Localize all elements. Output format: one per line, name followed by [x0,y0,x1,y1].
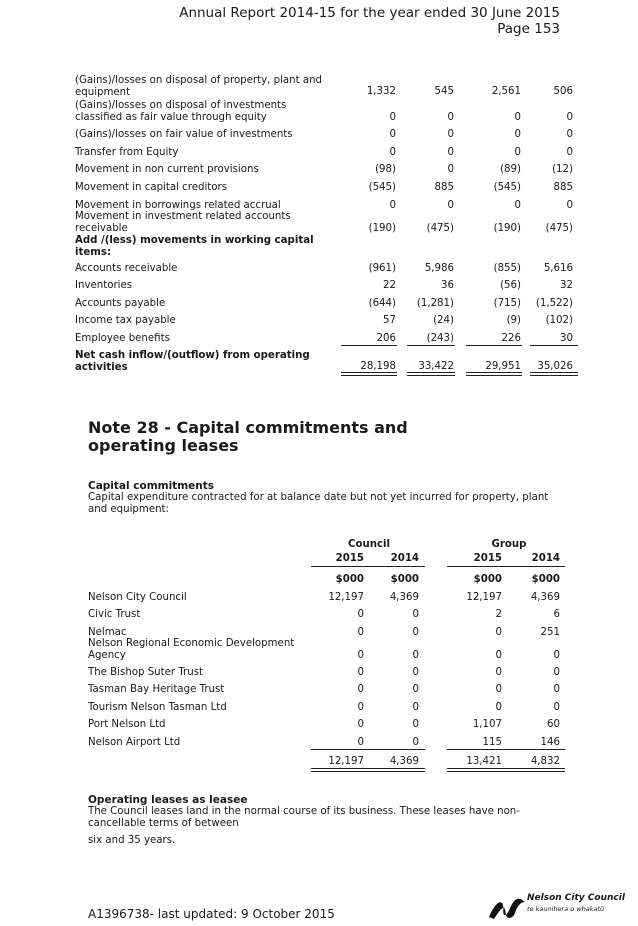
operating-leases-text-cont: six and 35 years. [88,835,176,846]
row-label: (Gains)/losses on disposal of property, plant and equipment [75,75,322,98]
cell-council-2015: 1,332 [366,86,396,97]
cell-group-2015: (56) [500,280,521,291]
cell-group-2015: 0 [495,627,502,638]
cell-council-2014: 0 [447,112,454,123]
cell-council-2014: 0 [412,627,419,638]
total-council-2015: 28,198 [360,361,396,372]
cell-group-2014: 0 [553,702,560,713]
cell-council-2015: 12,197 [328,592,364,603]
capital-commitments-text: Capital expenditure contracted for at balance date but not yet incurred for property, plant and equipment: [88,492,549,515]
table-row [0,719,638,739]
cell-council-2015: (545) [368,182,396,193]
cell-group-2014: 0 [566,129,573,140]
total-double-rule [311,768,425,772]
total-group-2014: 35,026 [537,361,573,372]
cell-group-2015: 0 [495,667,502,678]
report-title: Annual Report 2014-15 for the year ended 30 June 2015 [179,5,560,21]
cell-council-2014: 5,986 [424,263,454,274]
row-label: Tasman Bay Heritage Trust [88,684,225,695]
cell-council-2014: 36 [441,280,454,291]
cell-council-2015: (961) [368,263,396,274]
unit-header: $000 [531,574,560,585]
cell-group-2015: (190) [493,223,521,234]
row-label: Movement in non current provisions [75,164,259,175]
row-label: Nelmac [88,627,127,638]
unit-header-row [0,574,638,594]
cell-council-2015: (644) [368,298,396,309]
unit-header: $000 [335,574,364,585]
cell-group-2014: (475) [545,223,573,234]
subtotal-rule [447,749,565,750]
cell-group-2014: 146 [540,737,560,748]
year-header: 2014 [531,553,560,564]
row-label: Tourism Nelson Tasman Ltd [88,702,227,713]
cell-council-2014: 545 [434,86,454,97]
cell-council-2014: (1,281) [416,298,454,309]
page-number: Page 153 [497,21,560,37]
total-group-2014: 4,832 [530,756,560,767]
row-label: Nelson City Council [88,592,187,603]
group-header-council: Council [347,539,390,550]
group-header-group: Group [491,539,527,550]
capital-commitments-heading: Capital commitments [88,480,215,492]
cell-council-2014: 0 [447,129,454,140]
cell-council-2015: 0 [357,609,364,620]
cell-group-2014: 506 [553,86,573,97]
total-row [0,756,638,776]
cell-group-2015: (89) [500,164,521,175]
cell-group-2015: 0 [514,112,521,123]
cell-council-2014: 885 [434,182,454,193]
unit-header: $000 [473,574,502,585]
cell-council-2014: 0 [412,650,419,661]
document-reference: A1396738- last updated: 9 October 2015 [88,907,335,921]
cell-council-2015: 0 [357,667,364,678]
row-label: Income tax payable [75,315,176,326]
year-header-row [0,553,638,573]
cell-group-2015: (9) [506,315,521,326]
unit-header: $000 [390,574,419,585]
cell-council-2014: 0 [412,702,419,713]
cell-group-2015: (855) [493,263,521,274]
row-label: (Gains)/losses on disposal of investments classified as fair value through equity [75,100,287,123]
table-row [0,638,638,664]
cell-group-2014: 251 [540,627,560,638]
table-row [0,737,638,757]
year-header: 2014 [390,553,419,564]
cell-group-2015: 0 [514,129,521,140]
row-label: Movement in borrowings related accrual [75,200,281,211]
total-council-2015: 12,197 [328,756,364,767]
logo-name: Nelson City Council [527,893,625,903]
cell-group-2015: 1,107 [472,719,502,730]
cell-council-2015: (190) [368,223,396,234]
operating-leases-heading: Operating leases as leasee [88,794,248,806]
subtotal-rule [311,749,425,750]
cell-group-2014: 5,616 [543,263,573,274]
total-group-2015: 13,421 [466,756,502,767]
cell-group-2014: 60 [547,719,560,730]
cell-group-2015: 226 [501,333,521,344]
cell-council-2014: 4,369 [389,592,419,603]
cell-group-2015: 0 [514,147,521,158]
row-label: Nelson Regional Economic Development Agency [88,638,295,661]
cell-council-2015: 22 [383,280,396,291]
row-label: Nelson Airport Ltd [88,737,181,748]
cell-council-2015: 0 [389,147,396,158]
table-row [0,609,638,629]
total-group-2015: 29,951 [485,361,521,372]
cell-group-2014: 0 [566,112,573,123]
cell-council-2015: 0 [389,200,396,211]
cell-group-2014: 0 [553,650,560,661]
cell-group-2015: 0 [514,200,521,211]
cell-council-2015: 206 [376,333,396,344]
cell-group-2015: 12,197 [466,592,502,603]
cell-council-2014: 0 [412,684,419,695]
cell-council-2014: 0 [412,609,419,620]
cell-group-2014: 885 [553,182,573,193]
cell-group-2014: 4,369 [530,592,560,603]
cell-group-2015: 0 [495,702,502,713]
cell-council-2014: 0 [447,200,454,211]
cell-group-2015: 0 [495,684,502,695]
cell-group-2014: 0 [553,684,560,695]
cell-council-2015: 0 [357,737,364,748]
cell-group-2015: 0 [495,650,502,661]
total-council-2014: 33,422 [418,361,454,372]
row-label: The Bishop Suter Trust [88,667,203,678]
cell-group-2015: 2 [495,609,502,620]
cell-group-2014: (12) [552,164,573,175]
year-header: 2015 [335,553,364,564]
row-label: Employee benefits [75,333,170,344]
cell-council-2015: 57 [383,315,396,326]
logo-tagline: te kaunihera o whakatū [527,905,605,913]
cell-council-2015: 0 [357,684,364,695]
cell-council-2015: 0 [357,650,364,661]
total-label: Net cash inflow/(outflow) from operating activities [75,350,310,373]
cell-group-2015: (545) [493,182,521,193]
cell-council-2014: (243) [426,333,454,344]
row-label: Inventories [75,280,133,291]
cell-group-2014: 6 [553,609,560,620]
table-row [0,684,638,704]
section-heading: Add /(less) movements in working capital items: [75,235,314,258]
cell-council-2015: 0 [389,129,396,140]
cell-council-2014: 0 [447,147,454,158]
row-label: Port Nelson Ltd [88,719,166,730]
cell-group-2015: 115 [482,737,502,748]
header-rule [447,566,565,567]
row-label: Transfer from Equity [75,147,179,158]
cell-group-2015: 2,561 [491,86,521,97]
row-label: Accounts receivable [75,263,178,274]
cell-group-2014: 0 [566,200,573,211]
cell-group-2014: 0 [566,147,573,158]
cell-council-2014: 0 [412,719,419,730]
cell-group-2014: 30 [560,333,573,344]
cell-council-2015: 0 [357,702,364,713]
cell-group-2014: (102) [545,315,573,326]
row-label: Movement in investment related accounts receivable [75,211,291,234]
cell-council-2014: 0 [412,667,419,678]
cell-council-2014: 0 [447,164,454,175]
cell-council-2015: (98) [375,164,396,175]
cell-group-2015: (715) [493,298,521,309]
cell-council-2015: 0 [357,627,364,638]
header-rule [311,566,425,567]
cell-council-2015: 0 [389,112,396,123]
operating-leases-text: The Council leases land in the normal course of its business. These leases have non-cancellable terms of between [88,806,520,829]
total-council-2014: 4,369 [389,756,419,767]
cell-council-2015: 0 [357,719,364,730]
council-logo [487,893,625,921]
row-label: Civic Trust [88,609,141,620]
cell-group-2014: 0 [553,667,560,678]
council-logo-mark-icon [487,893,527,921]
row-label: Accounts payable [75,298,166,309]
total-double-rule [447,768,565,772]
row-label: (Gains)/losses on fair value of investments [75,129,293,140]
cell-group-2014: (1,522) [535,298,573,309]
cell-council-2014: (24) [433,315,454,326]
cell-council-2014: 0 [412,737,419,748]
note-title: Note 28 - Capital commitments and operating leases [88,418,408,455]
cell-group-2014: 32 [560,280,573,291]
year-header: 2015 [473,553,502,564]
cell-council-2014: (475) [426,223,454,234]
row-label: Movement in capital creditors [75,182,228,193]
